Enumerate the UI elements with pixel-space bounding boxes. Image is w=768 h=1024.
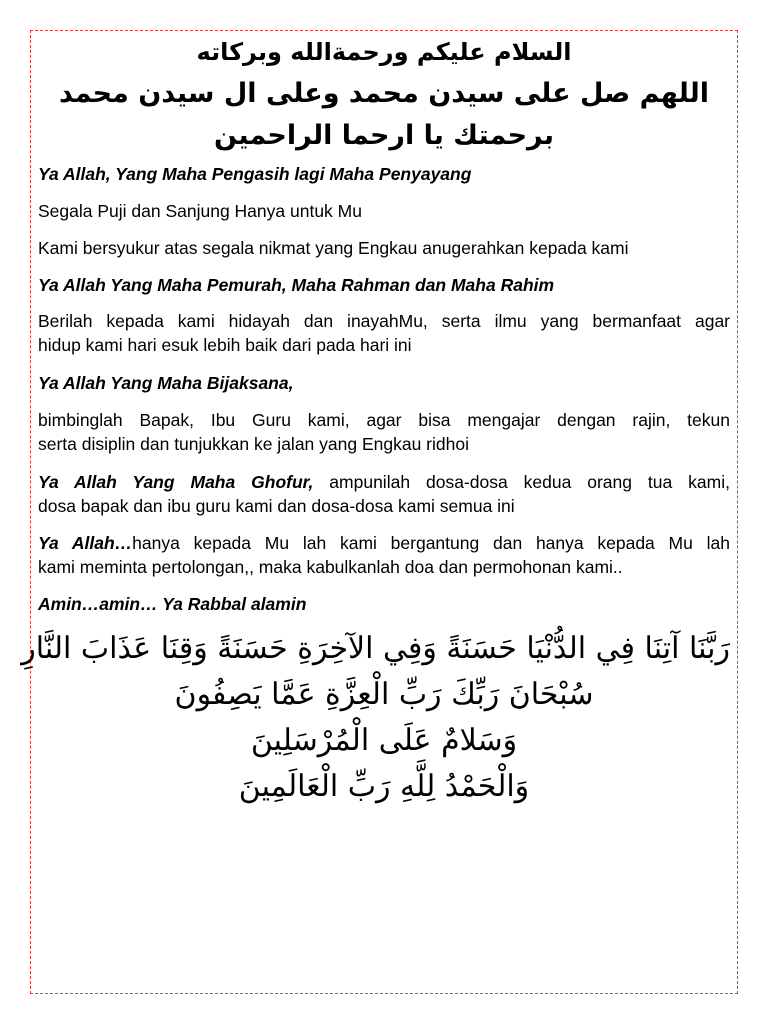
paragraph-bergantung-line2: kami meminta pertolongan,, maka kabulkanlah doa dan permohonan kami..	[38, 557, 623, 577]
arabic-verse-3: وَسَلامٌ عَلَى الْمُرْسَلِينَ	[250, 723, 518, 758]
paragraph-hidayah-line2: hidup kami hari esuk lebih baik dari pada hari ini	[38, 335, 412, 355]
arabic-verse-1: رَبَّنَا آتِنَا فِي الدُّنْيَا حَسَنَةً وَفِي الآخِرَةِ حَسَنَةً وَقِنَا عَذَابَ النَّارِ	[21, 631, 730, 666]
paragraph-bergantung-line1	[38, 531, 730, 555]
paragraph-bimbinglah	[38, 408, 730, 456]
ghofur-bold: Ya Allah Yang Maha Ghofur,	[38, 472, 314, 492]
arabic-salawat: اللهم صل على سيدن محمد وعلى ال سيدن محمد	[58, 78, 709, 109]
arabic-greeting: السلام عليكم ورحمةالله وبركاته	[196, 38, 572, 66]
paragraph-bersyukur: Kami bersyukur atas segala nikmat yang Engkau anugerahkan kepada kami	[38, 238, 629, 258]
heading-maha-bijaksana: Ya Allah Yang Maha Bijaksana,	[38, 373, 294, 393]
arabic-invocation: برحمتك يا ارحما الراحمين	[214, 120, 554, 151]
paragraph-hidayah	[38, 309, 730, 357]
ya-allah-bold: Ya Allah…	[38, 533, 133, 553]
paragraph-bimbinglah-line2: serta disiplin dan tunjukkan ke jalan yang Engkau ridhoi	[38, 434, 469, 454]
arabic-verse-2: سُبْحَانَ رَبِّكَ رَبِّ الْعِزَّةِ عَمَّا يَصِفُونَ	[174, 677, 594, 712]
arabic-verse-4: وَالْحَمْدُ لِلَّهِ رَبِّ الْعَالَمِينَ	[238, 769, 530, 804]
heading-maha-pengasih: Ya Allah, Yang Maha Pengasih lagi Maha Penyayang	[38, 164, 472, 184]
heading-maha-pemurah: Ya Allah Yang Maha Pemurah, Maha Rahman dan Maha Rahim	[38, 275, 555, 295]
paragraph-ghofur-line1	[38, 470, 730, 494]
ghofur-rest: ampunilah dosa-dosa kedua orang tua kami,	[313, 472, 730, 492]
paragraph-segala-puji: Segala Puji dan Sanjung Hanya untuk Mu	[38, 201, 362, 221]
paragraph-bimbinglah-line1: bimbinglah Bapak, Ibu Guru kami, agar bisa mengajar dengan rajin, tekun	[38, 410, 730, 430]
paragraph-bergantung	[38, 531, 730, 579]
closing-amin: Amin…amin… Ya Rabbal alamin	[38, 594, 307, 614]
paragraph-ghofur-line2: dosa bapak dan ibu guru kami dan dosa-dosa kami semua ini	[38, 496, 515, 516]
paragraph-ghofur	[38, 470, 730, 518]
document-body	[21, 36, 730, 810]
bergantung-rest: hanya kepada Mu lah kami bergantung dan hanya kepada Mu lah	[132, 533, 730, 553]
paragraph-hidayah-line1: Berilah kepada kami hidayah dan inayahMu, serta ilmu yang bermanfaat agar	[38, 311, 730, 331]
